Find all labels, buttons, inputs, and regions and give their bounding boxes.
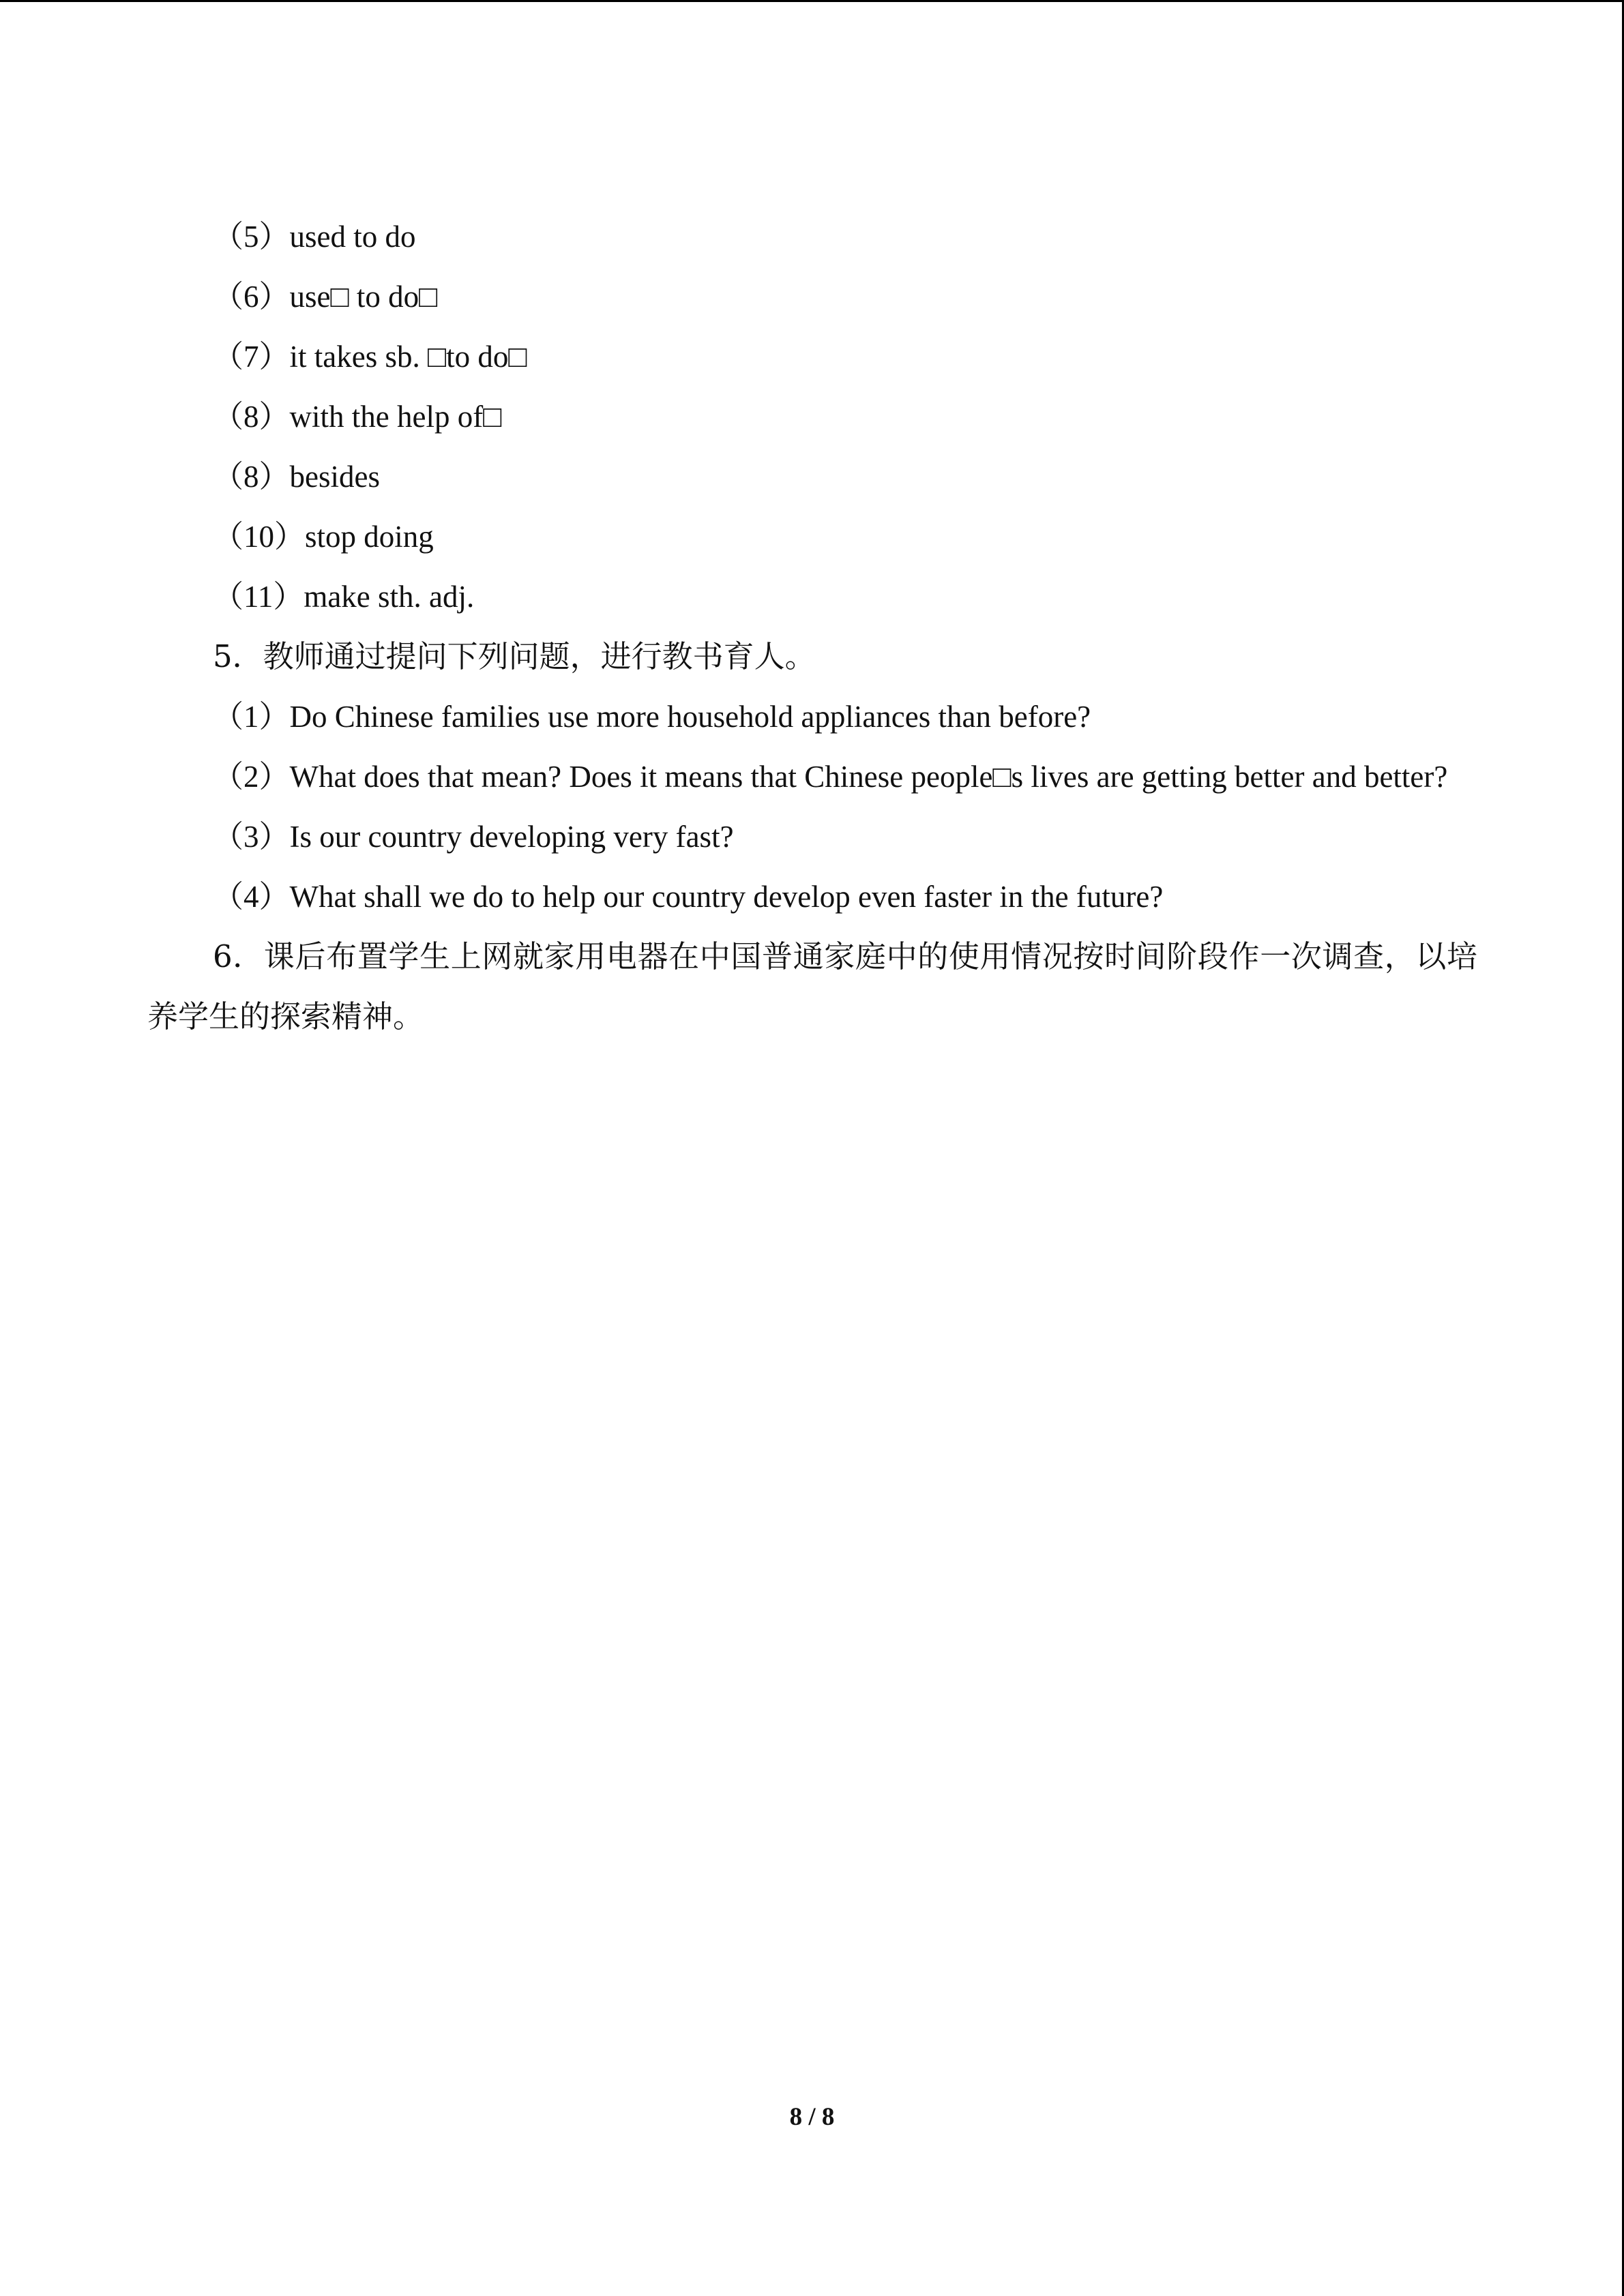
phrase-item-6: （6）use□ to do□ xyxy=(213,280,438,314)
phrase-item-8b: （8）besides xyxy=(213,460,380,494)
phrase-item-7: （7）it takes sb. □to do□ xyxy=(213,340,527,374)
section-5-heading: 5．教师通过提问下列问题，进行教书育人。 xyxy=(213,638,816,674)
page-number: 8 / 8 xyxy=(789,2103,835,2131)
question-1: （1）Do Chinese families use more household appliances than before? xyxy=(213,700,1091,734)
question-2: （2）What does that mean? Does it means that Chinese people□s lives are getting better and better? xyxy=(213,760,1448,794)
document-body xyxy=(147,207,1477,1047)
phrase-item-8a: （8）with the help of□ xyxy=(213,400,502,434)
question-3: （3）Is our country developing very fast? xyxy=(213,820,734,854)
phrase-item-5: （5）used to do xyxy=(213,220,416,254)
section-6-paragraph: 6．课后布置学生上网就家用电器在中国普通家庭中的使用情况按时间阶段作一次调查，以培养学生的探索精神。 xyxy=(147,938,1477,1034)
phrase-item-11: （11）make sth. adj. xyxy=(213,580,475,614)
phrase-item-10: （10）stop doing xyxy=(213,520,434,554)
question-4: （4）What shall we do to help our country develop even faster in the future? xyxy=(213,880,1164,914)
